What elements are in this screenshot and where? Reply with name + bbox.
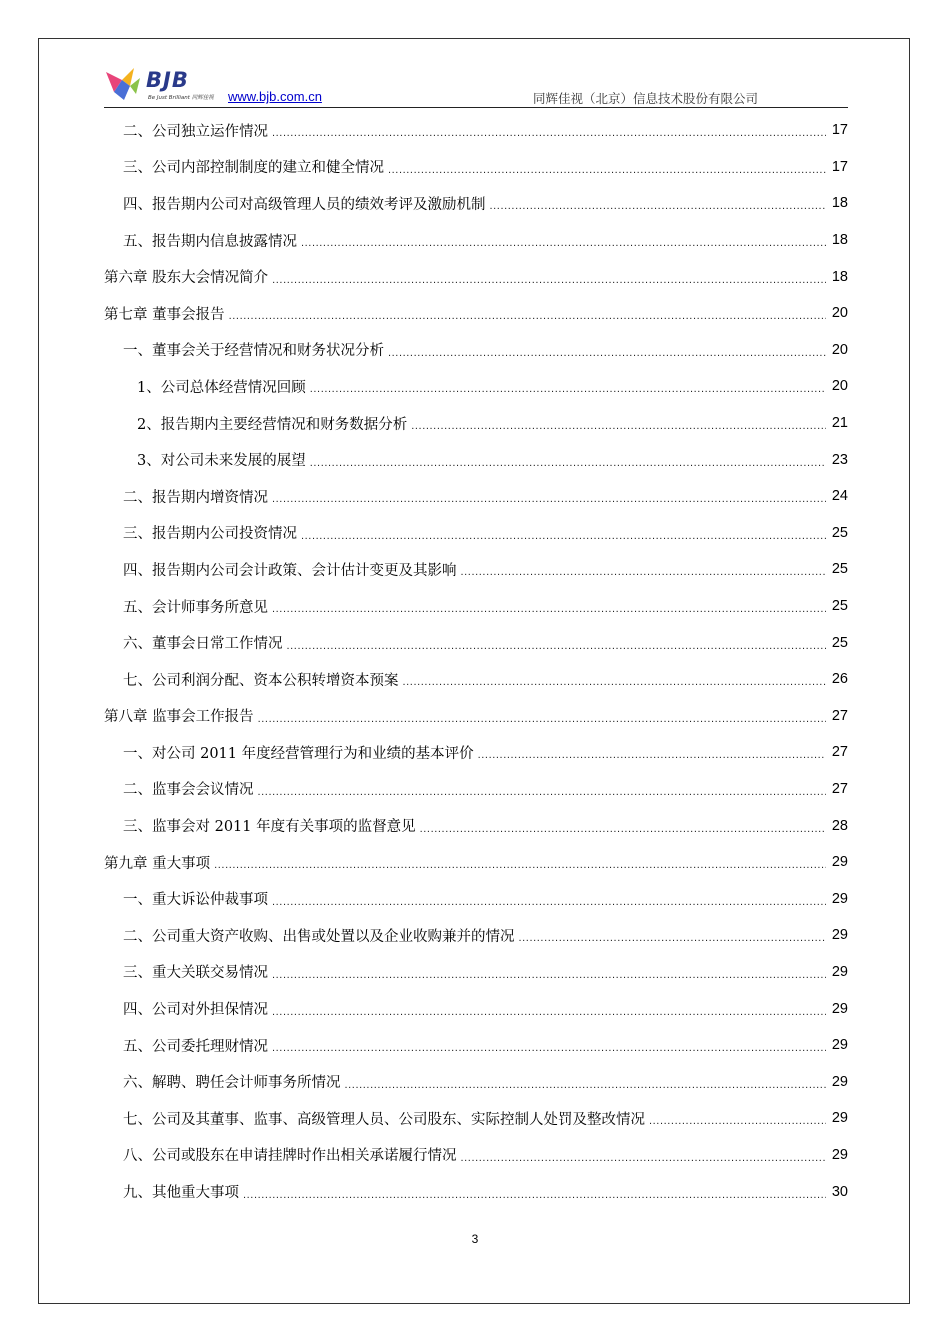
toc-entry-page: 29: [831, 890, 848, 907]
toc-dot-leader: [272, 1000, 826, 1018]
toc-entry-page: 29: [831, 963, 848, 980]
company-logo: [104, 66, 224, 104]
toc-entry-title: 九、其他重大事项: [123, 1185, 239, 1202]
toc-dot-leader: [388, 158, 826, 176]
toc-entry-title: 五、会计师事务所意见: [123, 599, 268, 616]
toc-dot-leader: [258, 707, 826, 725]
toc-entry[interactable]: [104, 990, 848, 1027]
toc-dot-leader: [403, 670, 827, 688]
toc-dot-leader: [420, 817, 826, 835]
toc-entry[interactable]: [104, 405, 848, 442]
toc-entry-page: 25: [831, 524, 848, 541]
toc-entry-page: 29: [831, 854, 848, 871]
toc-entry[interactable]: [104, 551, 848, 588]
toc-dot-leader: [461, 1146, 827, 1164]
toc-entry-title: 二、监事会会议情况: [123, 782, 254, 799]
toc-entry-title: 二、公司重大资产收购、出售或处置以及企业收购兼并的情况: [123, 928, 515, 945]
toc-entry[interactable]: [104, 368, 848, 405]
toc-entry[interactable]: [104, 295, 848, 332]
logo-text: BJB: [146, 68, 189, 92]
toc-entry-page: 29: [831, 1000, 848, 1017]
toc-entry-page: 17: [831, 158, 848, 175]
toc-dot-leader: [272, 1036, 826, 1054]
toc-dot-leader: [229, 304, 826, 322]
table-of-contents: [104, 112, 848, 1210]
toc-entry-title: 2、报告期内主要经营情况和财务数据分析: [137, 416, 408, 433]
toc-entry[interactable]: [104, 954, 848, 991]
toc-dot-leader: [461, 560, 827, 578]
toc-entry-title: 八、公司或股东在申请挂牌时作出相关承诺履行情况: [123, 1148, 457, 1165]
toc-entry-page: 20: [831, 305, 848, 322]
toc-entry[interactable]: [104, 661, 848, 698]
toc-dot-leader: [272, 121, 826, 139]
toc-dot-leader: [649, 1109, 826, 1127]
toc-entry-title: 一、董事会关于经营情况和财务状况分析: [123, 343, 384, 360]
toc-entry[interactable]: [104, 515, 848, 552]
toc-entry-title: 二、公司独立运作情况: [123, 123, 268, 140]
toc-dot-leader: [272, 890, 826, 908]
toc-dot-leader: [272, 963, 826, 981]
toc-entry[interactable]: [104, 771, 848, 808]
toc-entry-title: 六、董事会日常工作情况: [123, 636, 283, 653]
toc-entry-page: 26: [831, 671, 848, 688]
toc-dot-leader: [301, 231, 826, 249]
toc-entry-title: 四、报告期内公司会计政策、会计估计变更及其影响: [123, 562, 457, 579]
toc-entry-page: 29: [831, 1073, 848, 1090]
toc-entry[interactable]: [104, 441, 848, 478]
toc-entry-page: 29: [831, 1037, 848, 1054]
toc-entry-title: 七、公司及其董事、监事、高级管理人员、公司股东、实际控制人处罚及整改情况: [123, 1111, 645, 1128]
toc-dot-leader: [345, 1073, 827, 1091]
toc-entry[interactable]: [104, 1063, 848, 1100]
toc-entry-page: 28: [831, 817, 848, 834]
page-number: 3: [471, 1232, 479, 1246]
toc-entry-title: 第九章 重大事项: [104, 855, 211, 872]
toc-entry-title: 三、重大关联交易情况: [123, 965, 268, 982]
toc-entry-title: 3、对公司未来发展的展望: [137, 453, 306, 470]
toc-entry[interactable]: [104, 222, 848, 259]
toc-entry-title: 五、公司委托理财情况: [123, 1038, 268, 1055]
toc-entry-title: 一、重大诉讼仲裁事项: [123, 892, 268, 909]
toc-entry-title: 第六章 股东大会情况简介: [104, 270, 269, 287]
toc-entry[interactable]: [104, 112, 848, 149]
toc-entry[interactable]: [104, 734, 848, 771]
toc-entry[interactable]: [104, 807, 848, 844]
toc-dot-leader: [310, 377, 826, 395]
toc-entry-page: 29: [831, 927, 848, 944]
toc-dot-leader: [519, 926, 827, 944]
toc-dot-leader: [490, 194, 827, 212]
toc-entry[interactable]: [104, 1100, 848, 1137]
toc-entry-title: 七、公司利润分配、资本公积转增资本预案: [123, 672, 399, 689]
toc-dot-leader: [272, 487, 826, 505]
toc-entry[interactable]: [104, 844, 848, 881]
logo-mark-icon: [104, 66, 148, 102]
toc-entry-page: 18: [831, 232, 848, 249]
page-header: [104, 62, 848, 108]
toc-entry[interactable]: [104, 588, 848, 625]
toc-dot-leader: [388, 341, 826, 359]
toc-entry-page: 25: [831, 561, 848, 578]
toc-entry-title: 三、报告期内公司投资情况: [123, 526, 297, 543]
toc-entry-title: 1、公司总体经营情况回顾: [137, 379, 306, 396]
toc-dot-leader: [287, 634, 827, 652]
toc-entry[interactable]: [104, 1137, 848, 1174]
toc-entry-title: 一、对公司 2011 年度经营管理行为和业绩的基本评价: [123, 745, 474, 762]
toc-dot-leader: [258, 780, 827, 798]
company-name: 同辉佳视（北京）信息技术股份有限公司: [532, 91, 758, 106]
toc-entry-page: 21: [831, 415, 848, 432]
toc-entry[interactable]: [104, 1027, 848, 1064]
toc-entry-page: 27: [831, 780, 848, 797]
toc-dot-leader: [478, 743, 826, 761]
toc-dot-leader: [272, 268, 826, 286]
logo-tagline: Be Just Brilliant 同辉佳视: [148, 95, 214, 101]
toc-entry-page: 24: [831, 488, 848, 505]
website-link[interactable]: www.bjb.com.cn: [228, 89, 322, 104]
toc-entry[interactable]: [104, 1173, 848, 1210]
toc-entry-title: 第八章 监事会工作报告: [104, 709, 254, 726]
toc-entry-title: 三、公司内部控制制度的建立和健全情况: [123, 160, 384, 177]
toc-dot-leader: [310, 451, 826, 469]
toc-entry-page: 29: [831, 1110, 848, 1127]
toc-entry-page: 17: [831, 122, 848, 139]
toc-entry[interactable]: [104, 624, 848, 661]
toc-entry-title: 三、监事会对 2011 年度有关事项的监督意见: [123, 819, 416, 836]
toc-entry-page: 18: [831, 195, 848, 212]
toc-entry[interactable]: [104, 332, 848, 369]
toc-entry[interactable]: [104, 478, 848, 515]
toc-dot-leader: [214, 853, 826, 871]
toc-entry[interactable]: [104, 880, 848, 917]
toc-entry-page: 25: [831, 598, 848, 615]
toc-entry-page: 18: [831, 268, 848, 285]
toc-entry-page: 29: [831, 1146, 848, 1163]
toc-entry-title: 四、报告期内公司对高级管理人员的绩效考评及激励机制: [123, 196, 486, 213]
toc-entry[interactable]: [104, 698, 848, 735]
toc-entry[interactable]: [104, 258, 848, 295]
toc-entry-page: 27: [831, 744, 848, 761]
toc-entry-page: 27: [831, 707, 848, 724]
toc-dot-leader: [272, 597, 826, 615]
toc-entry[interactable]: [104, 185, 848, 222]
toc-dot-leader: [243, 1183, 826, 1201]
toc-entry-title: 第七章 董事会报告: [104, 306, 225, 323]
toc-entry-title: 五、报告期内信息披露情况: [123, 233, 297, 250]
toc-dot-leader: [411, 414, 826, 432]
toc-entry-page: 20: [831, 378, 848, 395]
toc-entry-title: 二、报告期内增资情况: [123, 489, 268, 506]
toc-entry-page: 20: [831, 341, 848, 358]
toc-entry[interactable]: [104, 149, 848, 186]
toc-entry-page: 25: [831, 634, 848, 651]
toc-entry-title: 六、解聘、聘任会计师事务所情况: [123, 1075, 341, 1092]
toc-entry-page: 30: [831, 1183, 848, 1200]
toc-dot-leader: [301, 524, 826, 542]
toc-entry-title: 四、公司对外担保情况: [123, 1002, 268, 1019]
toc-entry[interactable]: [104, 917, 848, 954]
toc-entry-page: 23: [831, 451, 848, 468]
